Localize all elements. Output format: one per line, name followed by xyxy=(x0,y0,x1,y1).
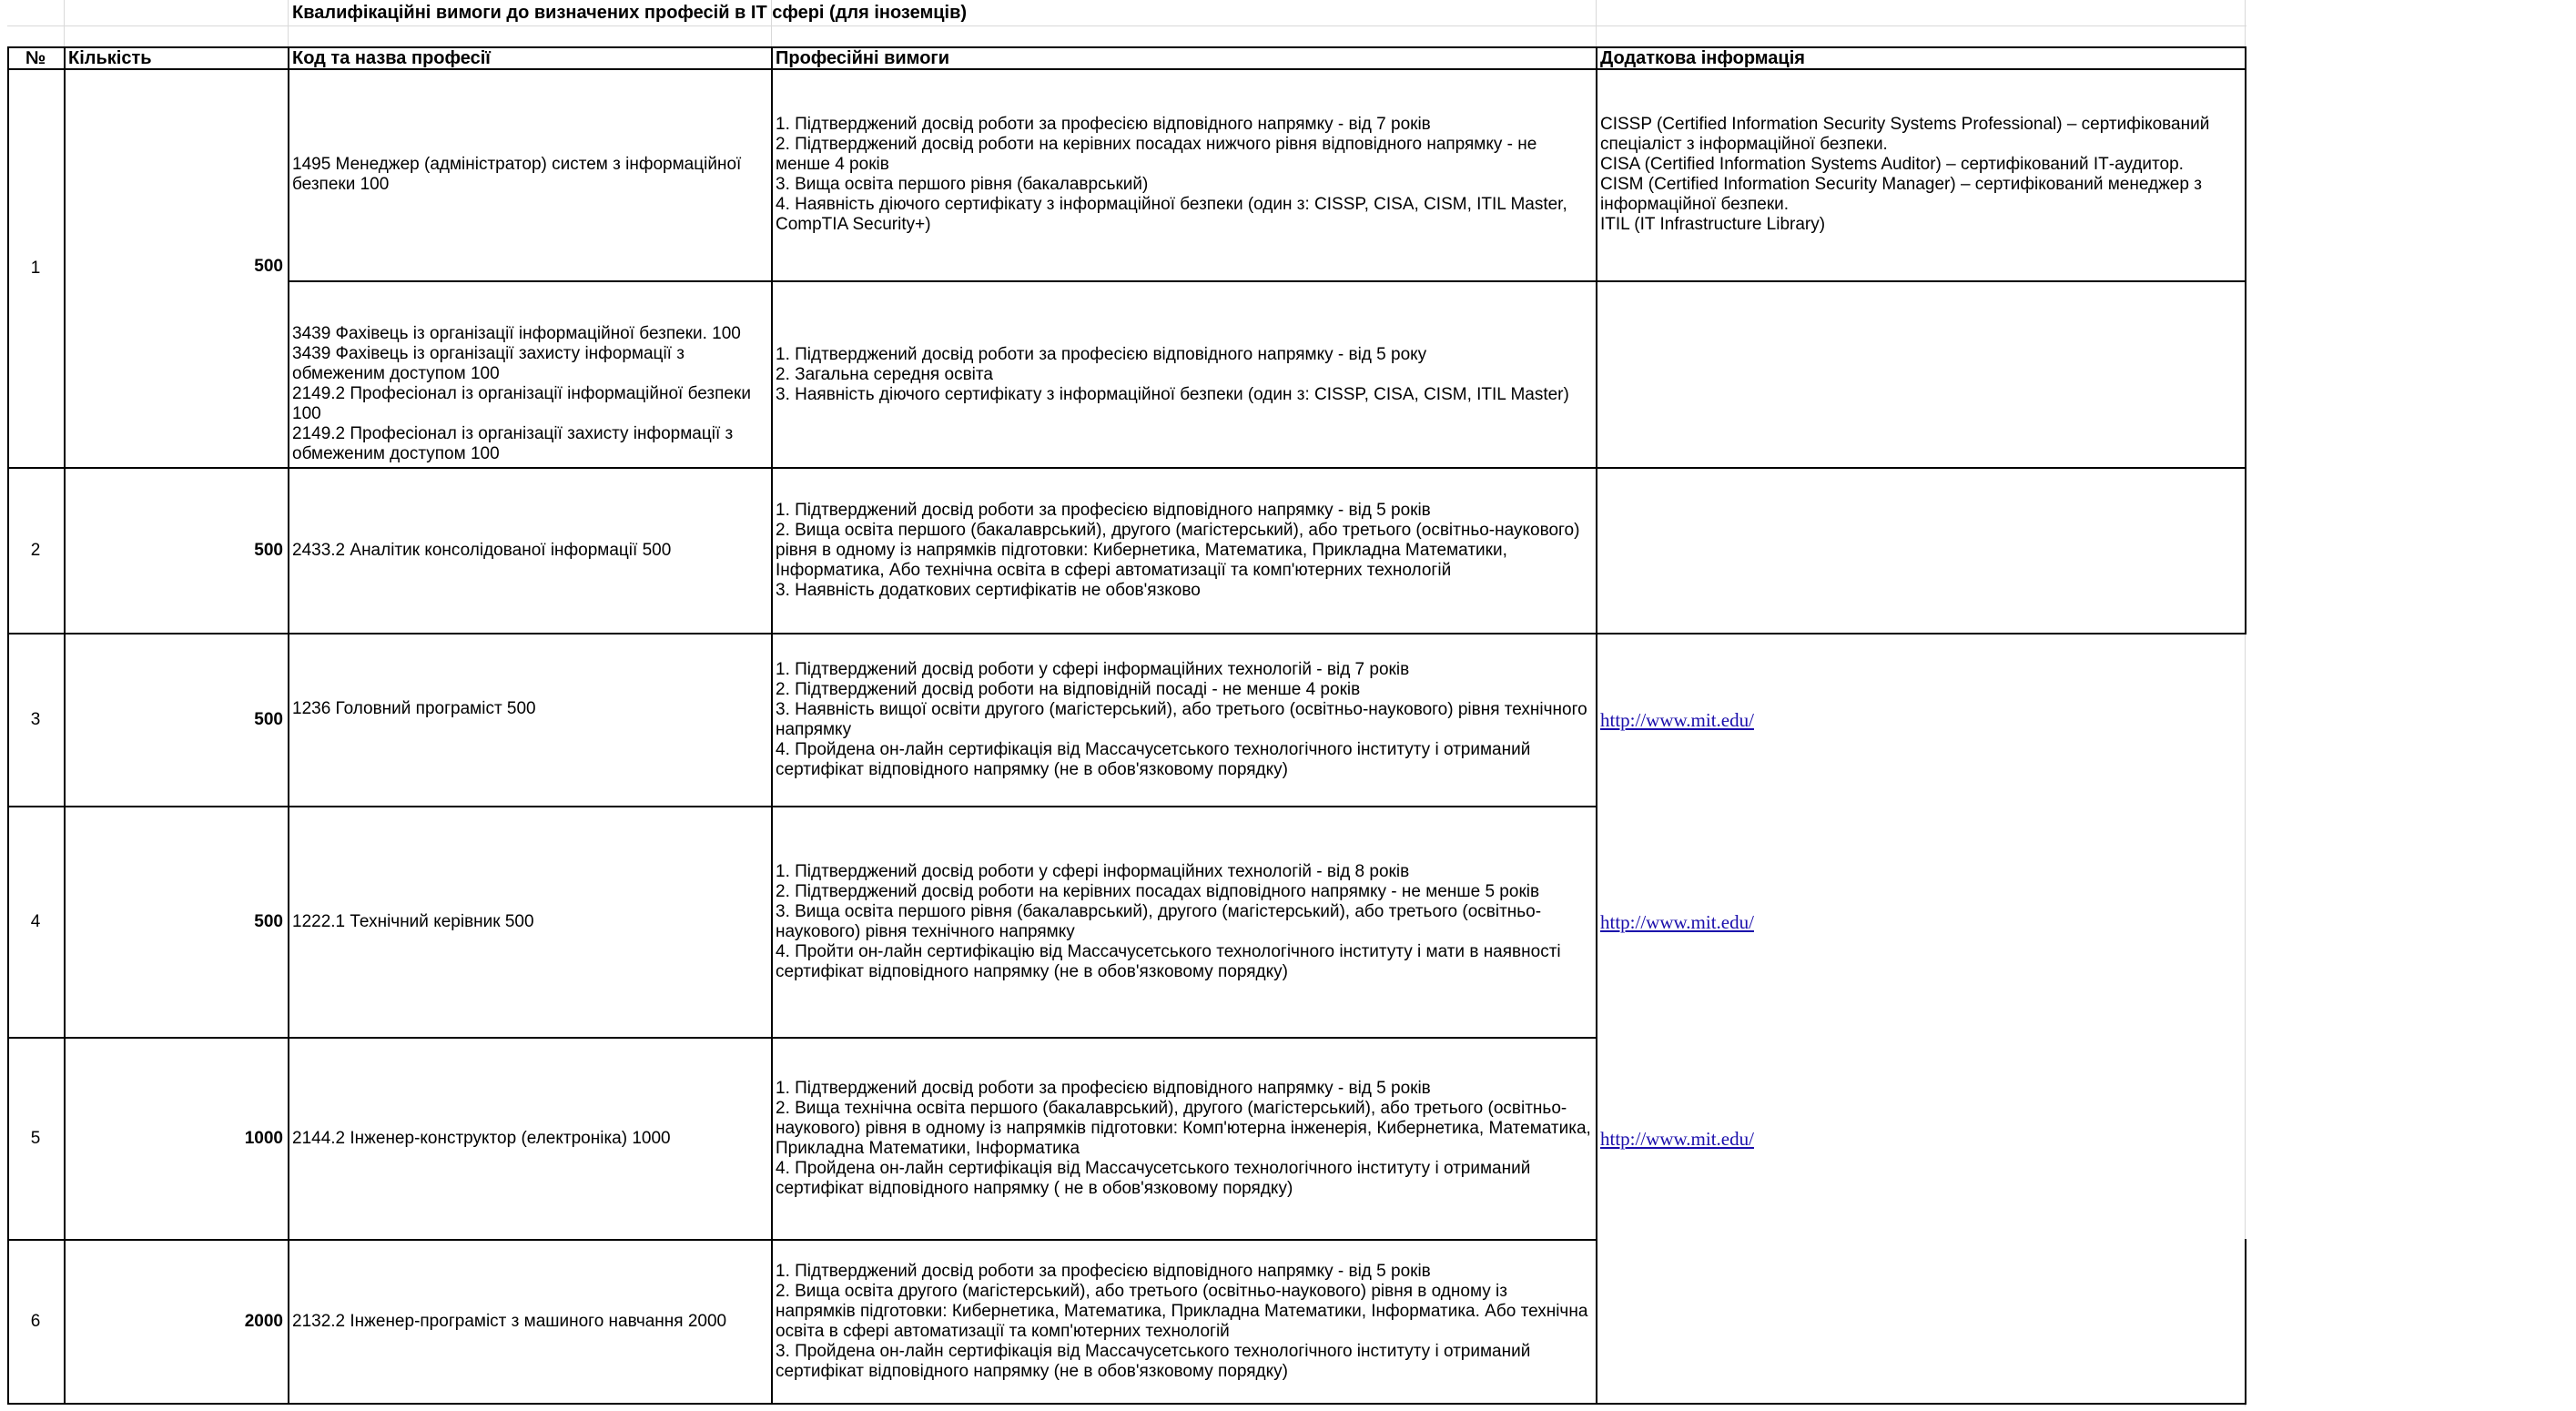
border-line xyxy=(7,46,2246,48)
row-4-num[interactable]: 4 xyxy=(30,912,41,931)
gridline xyxy=(2245,0,2246,47)
row-3-quantity[interactable]: 500 xyxy=(254,710,283,729)
row-1b-profession[interactable]: 3439 Фахівець із організації інформаційної безпеки. 100 3439 Фахівець із організації захисту інформації з обмеженим доступом 100 2149.2 Професіонал із організації інформаційної безпеки 100 2149.2 Професіонал із організації захисту інформації з обмеженим доступом 100 xyxy=(292,324,751,463)
row-5-additional-info[interactable] xyxy=(1596,1038,2245,1240)
border-line xyxy=(1596,46,1597,1405)
row-6-additional-info[interactable] xyxy=(1596,1240,2245,1404)
gridline xyxy=(7,25,2246,26)
row-3-requirements[interactable]: 1. Підтверджений досвід роботи у сфері інформаційних технологій - від 7 років 2. Підтверджений досвід роботи на відповідній посаді - не менше 4 років 3. Наявність вищої освіти другого (магістерський), або третього (освітньо-наукового) рівня технічного напрямку 4. Пройдена он-лайн сертифікація від Массачусетського технологічного інституту і отриманий сертифікат відповідного напрямку (не в обов'язковому порядку) xyxy=(776,660,1587,779)
border-line xyxy=(288,46,289,1405)
row-4-mit-link[interactable]: http://www.mit.edu/ xyxy=(1600,911,1754,933)
row-2-requirements[interactable]: 1. Підтверджений досвід роботи за професією відповідного напрямку - від 5 років 2. Вища освіта першого (бакалаврський), другого (магістерський), або третього (освітньо-наукового) рівня в одному із напрямків підготовки: Кибернетика, Математика, Прикладна Математики, Інформатика, Або технічна освіта в сфері автоматизації та комп'ютерних технологій 3. Наявність додаткових сертифікатів не обов'язково xyxy=(776,501,1580,600)
row-5-num[interactable]: 5 xyxy=(30,1129,41,1148)
border-line xyxy=(7,68,2246,70)
row-4-profession[interactable]: 1222.1 Технічний керівник 500 xyxy=(292,912,534,931)
border-line xyxy=(7,1239,1597,1241)
gridline xyxy=(64,0,65,47)
border-line xyxy=(288,280,2246,282)
row-4-requirements[interactable]: 1. Підтверджений досвід роботи у сфері інформаційних технологій - від 8 років 2. Підтверджений досвід роботи на керівних посадах відповідного напрямку - не менше 5 років 3. Вища освіта першого рівня (бакалаврський), другого (магістерський), або третього (освітньо-наукового) рівня технічного напрямку 4. Пройти он-лайн сертифікацію від Массачусетського технологічного інституту і мати в наявності сертифікат відповідного напрямку (не в обов'язковому порядку) xyxy=(776,862,1561,981)
row-1-quantity[interactable]: 500 xyxy=(254,257,283,276)
row-5-requirements[interactable]: 1. Підтверджений досвід роботи за професією відповідного напрямку - від 5 років 2. Вища технічна освіта першого (бакалаврський), другого (магістерський), або третього (освітньо-наукового) рівня в одному із напрямків підготовки: Комп'ютерна інженерія, Кибернетика, Математика, Прикладна Математики, Інформатика 4. Пройдена он-лайн сертифікація від Массачусетського технологічного інституту і отриманий сертифікат відповідного напрямку ( не в обов'язковому порядку) xyxy=(776,1079,1591,1198)
header-requirements[interactable]: Професійні вимоги xyxy=(776,48,950,68)
row-3-num[interactable]: 3 xyxy=(30,710,41,729)
row-4-quantity[interactable]: 500 xyxy=(254,912,283,931)
row-1a-profession[interactable]: 1495 Менеджер (адміністратор) систем з інформаційної безпеки 100 xyxy=(292,155,742,194)
row-5-mit-link[interactable]: http://www.mit.edu/ xyxy=(1600,1128,1754,1150)
row-4-additional-info[interactable] xyxy=(1596,807,2245,1038)
border-line xyxy=(7,467,2246,469)
row-2-profession[interactable]: 2433.2 Аналітик консолідованої інформації 500 xyxy=(292,541,672,560)
row-2-quantity[interactable]: 500 xyxy=(254,541,283,560)
row-6-quantity[interactable]: 2000 xyxy=(244,1312,283,1331)
border-line xyxy=(7,1403,2246,1405)
header-quantity[interactable]: Кількість xyxy=(68,48,152,68)
row-5-quantity[interactable]: 1000 xyxy=(244,1129,283,1148)
row-6-profession[interactable]: 2132.2 Інженер-програміст з машиного навчання 2000 xyxy=(292,1312,727,1331)
row-1a-additional-info[interactable]: CISSP (Certified Information Security Systems Professional) – сертифікований спеціаліст з інформаційної безпеки. CISA (Certified Information Systems Auditor) – сертифікований ІТ-аудитор. CISM (Certified Information Security Manager) – сертифікований менеджер з інформаційної безпеки. ITIL (IT Infrastructure Library) xyxy=(1600,115,2210,234)
row-1-num[interactable]: 1 xyxy=(30,259,41,278)
row-6-requirements[interactable]: 1. Підтверджений досвід роботи за професією відповідного напрямку - від 5 років 2. Вища освіта другого (магістерський), або третього (освітньо-наукового) рівня в одному із напрямків підготовки: Кибернетика, Математика, Прикладна Математики, Інформатика. Або технічна освіта в сфері автоматизації та комп'ютерних технологій 3. Пройдена он-лайн сертифікація від Массачусетського технологічного інституту і отриманий сертифікат відповідного напрямку (не в обов'язковому порядку) xyxy=(776,1262,1588,1381)
row-3-additional-info[interactable] xyxy=(1596,634,2245,807)
border-line xyxy=(771,46,773,1405)
row-3-mit-link[interactable]: http://www.mit.edu/ xyxy=(1600,709,1754,731)
header-profession[interactable]: Код та назва професії xyxy=(292,48,491,68)
row-1a-requirements[interactable]: 1. Підтверджений досвід роботи за професією відповідного напрямку - від 7 років 2. Підтверджений досвід роботи на керівних посадах нижчого рівня відповідного напрямку - не менше 4 років 3. Вища освіта першого рівня (бакалаврський) 4. Наявність діючого сертифікату з інформаційної безпеки (один з: CISSP, CISA, CISM, ITIL Master, CompTIA Security+) xyxy=(776,115,1567,234)
border-line xyxy=(2245,1239,2246,1405)
border-line xyxy=(7,806,1597,807)
row-1b-requirements[interactable]: 1. Підтверджений досвід роботи за професією відповідного напрямку - від 5 року 2. Загальна середня освіта 3. Наявність діючого сертифікату з інформаційної безпеки (один з: CISSP, CISA, CISM, ITIL Master) xyxy=(776,345,1569,404)
row-6-num[interactable]: 6 xyxy=(30,1312,41,1331)
row-3-profession[interactable]: 1236 Головний програміст 500 xyxy=(292,699,536,718)
row-2-additional-info[interactable] xyxy=(1596,468,2245,634)
border-line xyxy=(7,633,2246,634)
header-num[interactable]: № xyxy=(25,48,46,68)
border-line xyxy=(7,46,9,1405)
row-5-profession[interactable]: 2144.2 Інженер-конструктор (електроніка) 1000 xyxy=(292,1129,671,1148)
row-1b-additional-info[interactable] xyxy=(1596,282,2245,468)
sheet-title: Квалифікаційні вимоги до визначених професій в ІТ сфері (для іноземців) xyxy=(292,3,968,23)
row-2-num[interactable]: 2 xyxy=(30,541,41,560)
border-line xyxy=(64,46,66,1405)
gridline xyxy=(1596,0,1597,47)
header-additional-info[interactable]: Додаткова інформація xyxy=(1600,48,1805,68)
border-line xyxy=(2245,46,2246,634)
border-line xyxy=(7,1037,1597,1039)
